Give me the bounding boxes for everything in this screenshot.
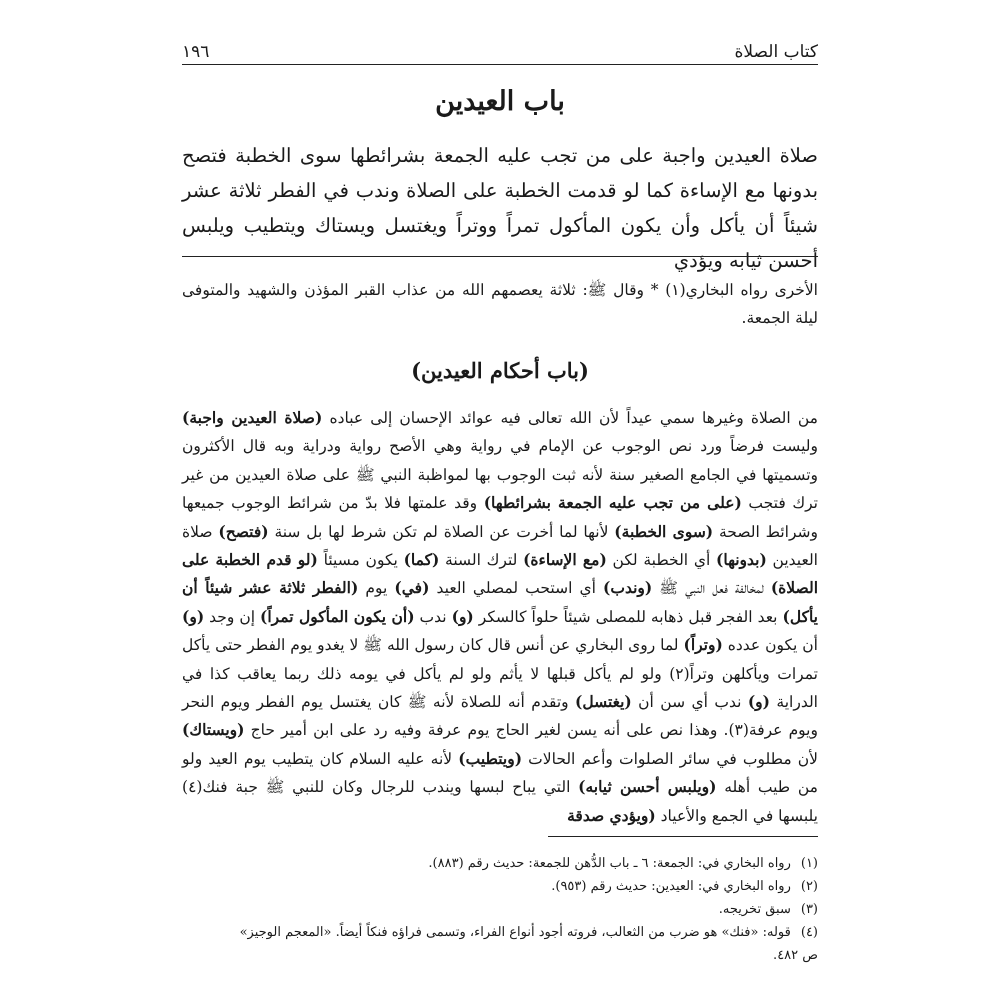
commentary-segment: لترك السنة — [439, 551, 524, 570]
footnotes — [182, 852, 818, 967]
footnote-text: رواه البخاري في: العيدين: حديث رقم (٩٥٣). — [551, 879, 791, 894]
commentary-segment: لأنها لما أخرت عن الصلاة لم تكن شرط لها بل سنة — [268, 522, 615, 541]
commentary-segment: أن يكون عدده — [722, 636, 818, 655]
commentary-chapter-title: (باب أحكام العيدين) — [411, 358, 589, 383]
matn-quote: (أن يكون المأكول تمراً) — [260, 606, 415, 626]
matn-quote: (لو قدم الخطبة على الصلاة) — [182, 550, 819, 598]
matn-quote: (ويؤدي صدقة — [567, 805, 656, 825]
footnote — [182, 921, 818, 967]
running-header — [182, 36, 818, 62]
commentary-segment: من الصلاة وغيرها سمي عيداً لأن الله تعالى فيه عوائد الإحسان إلى عباده — [322, 409, 818, 427]
footnote-rule — [548, 836, 818, 837]
matn-quote: (و) — [182, 606, 205, 626]
footnote-text: قوله: «فنك» هو ضرب من الثعالب، فروته أجود أنواع الفراء، وتسمى فراؤه فنكاً أيضاً. «المعجم الوجيز» — [239, 925, 791, 940]
matn-quote: (وندب) — [603, 578, 653, 598]
footnote-number: (١) — [800, 856, 818, 871]
commentary-segment: صلاة العيدين — [182, 522, 818, 570]
commentary-continuation: الأخرى رواه البخاري(١) * وقال ﷺ: ثلاثة يعصمهم الله من عذاب القبر المؤذن والشهيد والمتوفى ليلة الجمعة. — [182, 281, 818, 327]
matn-quote: (الفطر ثلاثة عشر شيئاً أن يأكل) — [182, 578, 818, 626]
matn-chapter-title: باب العيدين — [435, 86, 565, 117]
commentary-segment: وتقدم أنه للصلاة لأنه ﷺ كان يغتسل يوم الفطر ويوم النحر ويوم عرفة(٣). وهذا نص على أنه يسن لغير الحاج يوم عرفة وفيه رد على ابن أمير حاج — [182, 693, 818, 740]
matn-quote: (ويستاك) — [182, 720, 245, 740]
commentary-segment: وليست فرضاً ورد نص الوجوب عن الإمام في رواية وهي الأصح رواية ودراية وبه قال الأكثرون وتسميتها في الجامع الصغير سنة لأنه ثبت الوجوب بها لمواظبة النبي ﷺ على صلاة العيدين من غير ترك فتجب — [182, 437, 818, 513]
commentary-segment: إن وجد — [204, 607, 261, 626]
matn-quote: (في) — [394, 578, 430, 598]
header-rule — [182, 64, 818, 65]
commentary-segment: أي استحب لمصلي العيد — [429, 579, 604, 598]
matn-quote: (يغتسل) — [575, 692, 632, 712]
commentary-segment: لمخالفة فعل النبي ﷺ — [652, 579, 771, 598]
page-number: ١٩٦ — [182, 42, 210, 62]
commentary-segment: ندب — [414, 607, 452, 626]
matn-quote: (و) — [451, 606, 474, 626]
commentary-segment: يوم — [358, 579, 395, 598]
matn-quote: (سوى الخطبة) — [614, 521, 714, 541]
footnote — [182, 898, 818, 921]
matn-quote: (بدونها) — [716, 550, 767, 570]
footnote — [182, 875, 818, 898]
footnote-number: (٢) — [800, 879, 818, 894]
commentary-segment: وقد علمتها فلا بدّ من شرائط الوجوب جميعها وشرائط الصحة — [182, 494, 818, 541]
footnote-number: (٤) — [800, 925, 818, 940]
matn-quote: (فتصح) — [218, 521, 269, 541]
footnote-text: رواه البخاري في: الجمعة: ٦ ـ باب الدُّهن للجمعة: حديث رقم (٨٨٣). — [428, 856, 791, 871]
commentary-segment: يكون مسيئاً — [317, 551, 404, 570]
matn-quote: (على من تجب عليه الجمعة بشرائطها) — [483, 493, 742, 513]
footnote-continuation: ص ٤٨٢. — [773, 948, 818, 963]
commentary-segment: أي الخطبة لكن — [606, 551, 717, 570]
matn-quote: (و) — [747, 692, 770, 712]
matn-quote: (كما) — [403, 550, 440, 570]
commentary-segment: لأن مطلوب في سائر الصلوات وأعم الحالات — [522, 749, 818, 768]
commentary-segment: التي يباح لبسها ويندب للرجال وكان للنبي ﷺ جبة فنك(٤) يلبسها في الجمع والأعياد — [182, 778, 818, 825]
matn-text: صلاة العيدين واجبة على من تجب عليه الجمعة بشرائطها سوى الخطبة فتصح بدونها مع الإساءة كما لو قدمت الخطبة على الصلاة وندب في الفطر ثلاثة عشر شيئاً أن يأكل وأن يكون المأكول تمراً ووتراً ويغتسل ويستاك ويتطيب ويلبس أحسن ثيابه ويؤدي — [182, 144, 818, 272]
matn-separator-rule — [182, 256, 818, 257]
matn-quote: (ويلبس أحسن ثيابه) — [578, 777, 717, 797]
matn-quote: (مع الإساءة) — [523, 550, 607, 570]
matn-quote: (صلاة العيدين واجبة) — [182, 408, 323, 427]
commentary-segment: لما روى البخاري عن أنس قال كان رسول الله ﷺ لا يغدو يوم الفطر حتى يأكل تمرات ويأكلهن وتراً(٢) ولو لم يأكل قبلها لا يأثم ولو لم يأكل في يومه ذلك ربما يعاقب كذا في الدراية — [182, 636, 818, 712]
matn-quote: (وتراً) — [683, 635, 723, 655]
matn-quote: (ويتطيب) — [458, 748, 523, 768]
running-title: كتاب الصلاة — [734, 42, 818, 62]
footnote — [182, 852, 818, 875]
commentary-text — [182, 404, 818, 830]
commentary-segment: ندب أي سن أن — [631, 693, 748, 712]
footnote-number: (٣) — [800, 902, 818, 917]
commentary-segment: لأنه عليه السلام كان يتطيب يوم العيد ولو من طيب أهله — [182, 749, 818, 797]
footnote-text: سبق تخريجه. — [718, 902, 791, 917]
commentary-segment: بعد الفجر قبل ذهابه للمصلى شيئاً حلواً كالسكر — [473, 607, 783, 626]
